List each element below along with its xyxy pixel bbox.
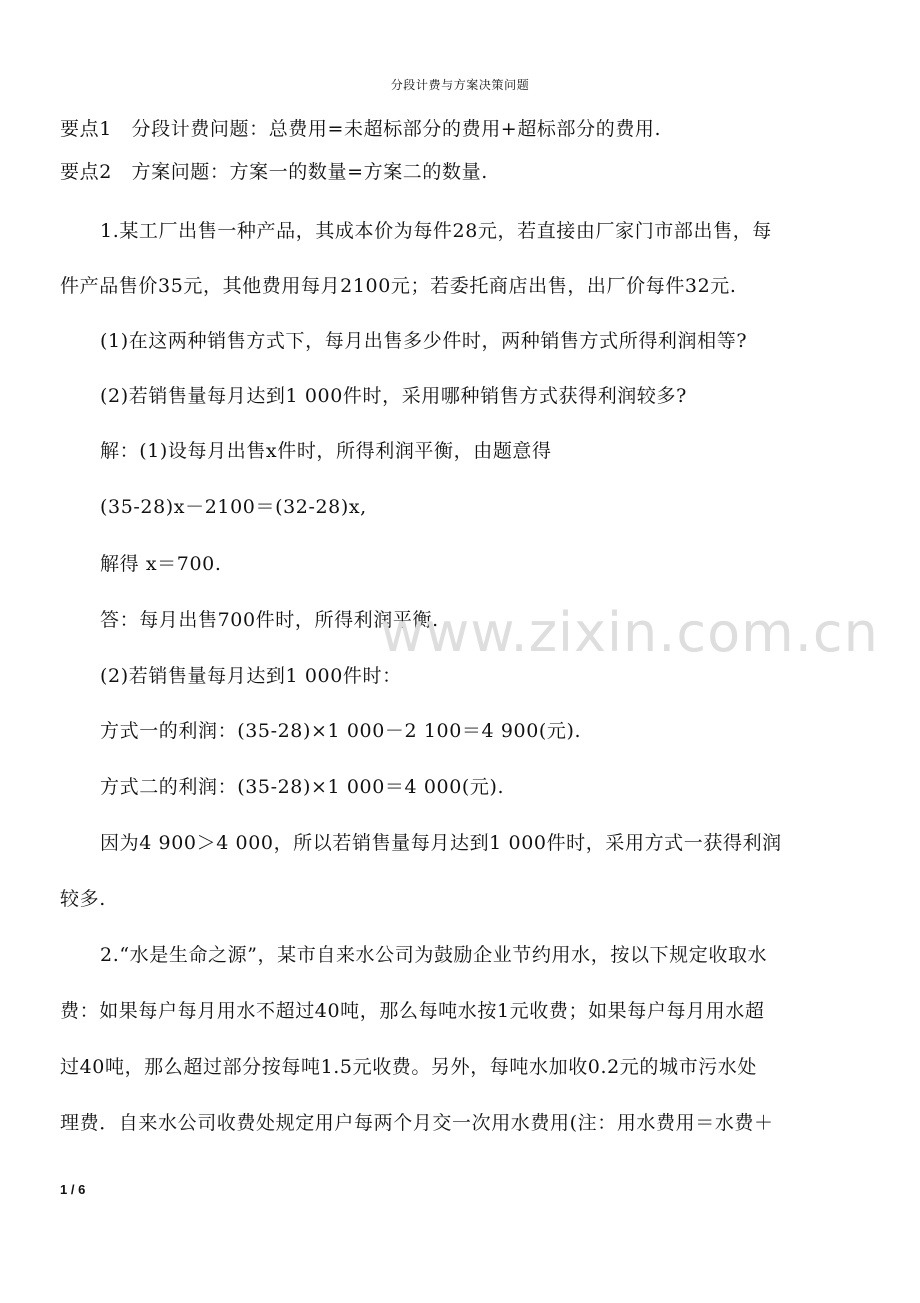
p1-stem-line1: 1.某工厂出售一种产品，其成本价为每件28元，若直接由厂家门市部出售，每 [100, 220, 772, 242]
p1-conclusion-line1: 因为4 900＞4 000，所以若销售量每月达到1 000件时，采用方式一获得利润 [100, 832, 782, 854]
p1-method-1: 方式一的利润：(35-28)×1 000－2 100＝4 900(元). [100, 720, 582, 742]
watermark: www.zixin.com.cn [380, 601, 879, 664]
p2-line4: 理费．自来水公司收费处规定用户每两个月交一次用水费用(注：用水费用＝水费＋ [60, 1112, 774, 1134]
p1-solve: 解得 x＝700. [100, 553, 222, 575]
p1-answer-1: 答：每月出售700件时，所得利润平衡. [100, 609, 439, 631]
page-number: 1 / 6 [60, 1182, 86, 1197]
p1-stem-line2: 件产品售价35元，其他费用每月2100元；若委托商店出售，出厂价每件32元. [60, 275, 737, 297]
key-point-2: 要点2 方案问题：方案一的数量=方案二的数量. [60, 161, 488, 183]
p1-question-1: (1)在这两种销售方式下，每月出售多少件时，两种销售方式所得利润相等? [100, 330, 748, 352]
p2-line1: 2.“水是生命之源”，某市自来水公司为鼓励企业节约用水，按以下规定收取水 [100, 944, 768, 966]
p1-equation: (35-28)x－2100＝(32-28)x, [100, 496, 367, 518]
p1-conclusion-line2: 较多. [60, 888, 106, 910]
key-point-1: 要点1 分段计费问题：总费用=未超标部分的费用+超标部分的费用. [60, 118, 662, 140]
p1-question-2: (2)若销售量每月达到1 000件时，采用哪种销售方式获得利润较多? [100, 385, 687, 407]
p1-solution-intro: 解：(1)设每月出售x件时，所得利润平衡，由题意得 [100, 440, 552, 462]
p2-line2: 费：如果每户每月用水不超过40吨，那么每吨水按1元收费；如果每户每月用水超 [60, 1000, 765, 1022]
p1-method-2: 方式二的利润：(35-28)×1 000＝4 000(元). [100, 776, 505, 798]
p1-solution-2: (2)若销售量每月达到1 000件时： [100, 665, 402, 687]
p2-line3: 过40吨，那么超过部分按每吨1.5元收费。另外，每吨水加收0.2元的城市污水处 [60, 1056, 758, 1078]
doc-title: 分段计费与方案决策问题 [390, 78, 530, 92]
